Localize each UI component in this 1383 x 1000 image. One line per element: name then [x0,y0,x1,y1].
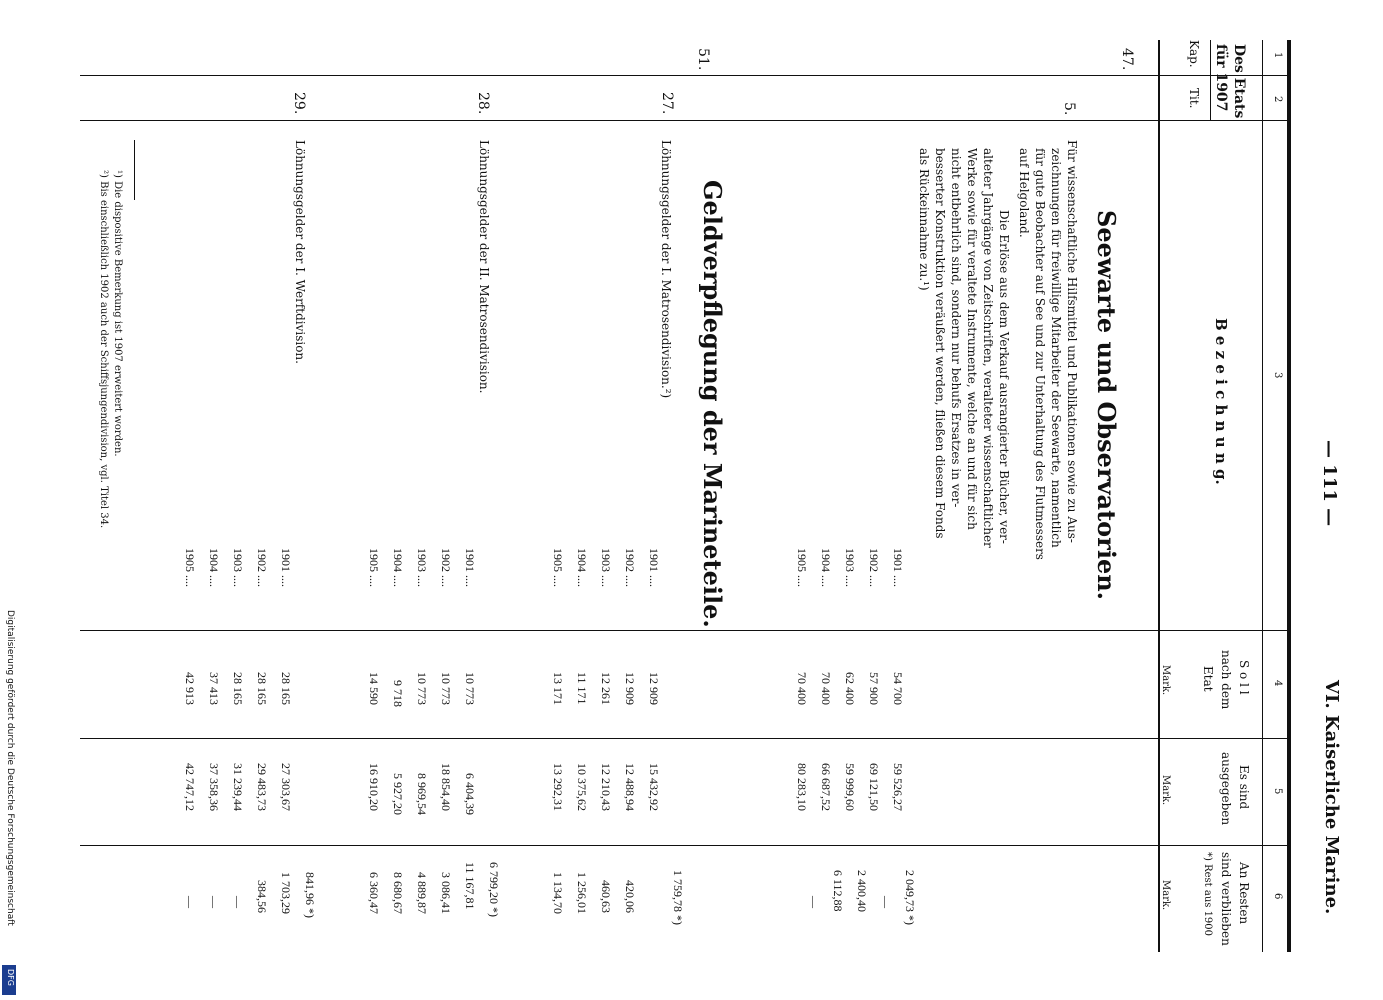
reste-cell: 1 703,29 [279,872,293,914]
reste-cell: 384,56 [255,880,269,913]
kap-47-text-line: alteter Jahrgänge von Zeitschriften, veralteter wissenschaftlicher [981,148,995,548]
etat-head-line2: für 1907 [1213,44,1229,112]
kap-47-text-line: für gute Beobachter auf See und zur Unterhaltung des Flutmessers [1033,148,1047,560]
reste-cell: — [879,896,893,908]
soll-cell: 37 413 [207,672,221,705]
year-cell: 1905 .... [551,548,565,587]
reste-cell: 3 086,41 [439,872,453,914]
column-divider-5 [80,845,1288,846]
year-cell: 1902 .... [439,548,453,587]
soll-cell: 28 165 [279,672,293,705]
section-title: VI. Kaiserliche Marine. [1321,680,1342,915]
etat-head-rule [1210,40,1211,120]
reste-head-unit: Mark. [1160,880,1171,911]
reste-cell: 841,96 *) [303,872,317,918]
colnum-3: 3 [1272,372,1283,379]
soll-head-3: Etat [1201,666,1215,692]
soll-cell: 57 900 [867,672,881,705]
column-divider-3 [80,630,1288,631]
ausgegeben-cell: 37 358,36 [207,763,221,811]
titel-29-label: Löhnungsgelder der I. Werftdivision. [293,140,307,364]
titel-27-label: Löhnungsgelder der I. Matrosendivision.²) [659,140,673,399]
reste-cell: 6 799,20 *) [487,862,501,917]
year-cell: 1904 .... [575,548,589,587]
ausgegeben-head-1: Es sind [1237,765,1251,810]
soll-cell: 14 590 [367,672,381,705]
kap-47-text-line: besserter Konstruktion veräußert werden, fließen diesem Fonds [933,148,947,539]
ausgegeben-cell: 12 210,43 [599,763,613,811]
reste-cell: 11 167,81 [463,862,477,910]
footnote-rule [134,140,135,200]
reste-cell: 4 889,87 [415,872,429,914]
soll-head-2: nach dem [1219,650,1233,710]
year-cell: 1904 .... [391,548,405,587]
year-cell: 1903 .... [843,548,857,587]
ausgegeben-cell: 12 488,94 [623,763,637,811]
kap-47-text-line: als Rückeinnahme zu.¹) [917,148,931,291]
reste-head-3: *) Rest aus 1900 [1202,852,1213,937]
ausgegeben-cell: 27 303,67 [279,763,293,811]
year-cell: 1905 .... [795,548,809,587]
soll-cell: 10 773 [463,672,477,705]
reste-cell: 1 256,01 [575,872,589,914]
soll-cell: 54 700 [891,672,905,705]
ausgegeben-cell: 10 375,62 [575,763,589,811]
column-divider-1 [80,75,1288,76]
soll-head-unit: Mark. [1160,665,1171,696]
year-cell: 1903 .... [231,548,245,587]
reste-head-2: sind verblieben [1219,852,1233,946]
ausgegeben-cell: 29 483,73 [255,763,269,811]
table-top-rule [1287,40,1291,952]
year-cell: 1903 .... [599,548,613,587]
kap-47-text-line: auf Helgoland. [1017,148,1031,238]
soll-cell: 11 171 [575,672,589,705]
year-cell: 1901 .... [891,548,905,587]
ausgegeben-cell: 8 969,54 [415,773,429,815]
reste-cell: — [807,896,821,908]
column-number-rule [1262,40,1263,952]
footnote-2: ²) Bis einschließlich 1902 auch der Schiffsjungendivision, vgl. Titel 34. [98,170,109,529]
soll-cell: 62 400 [843,672,857,705]
reste-cell: — [207,896,221,908]
reste-cell: 1 759,78 *) [671,870,685,925]
page-number: — 111 — [1319,440,1340,527]
dfg-logo-text: DFG [6,969,15,986]
year-cell: 1904 .... [819,548,833,587]
soll-cell: 28 165 [255,672,269,705]
ausgegeben-cell: 5 927,20 [391,773,405,815]
year-cell: 1901 .... [647,548,661,587]
ausgegeben-cell: 6 404,39 [463,773,477,815]
tit-label: Tit. [1187,88,1201,109]
colnum-4: 4 [1272,680,1283,687]
ausgegeben-cell: 31 239,44 [231,763,245,811]
year-cell: 1905 .... [183,548,197,587]
ausgegeben-cell: 69 121,50 [867,763,881,811]
soll-cell: 10 773 [415,672,429,705]
kap-51-title: Geldverpflegung der Marineteile. [698,180,727,628]
soll-cell: 13 171 [551,672,565,705]
kap-47-number: 47. [1119,48,1135,71]
kap-47-text-line: Die Erlöse aus dem Verkauf ausrangierter Bücher, ver- [997,210,1011,544]
dfg-logo [2,965,16,995]
bezeichnung-head: B e z e i c h n u n g. [1212,318,1230,485]
titel-28-number: 28. [475,92,491,115]
soll-cell: 12 261 [599,672,613,705]
reste-cell: 2 400,40 [855,870,869,912]
soll-cell: 42 913 [183,672,197,705]
colnum-6: 6 [1272,893,1283,900]
kap-47-text-line: Für wissenschaftliche Hilfsmittel und Publikationen sowie zu Aus- [1065,140,1079,543]
year-cell: 1903 .... [415,548,429,587]
kap-47-text-line: nicht entbehrlich sind, sondern nur behufs Ersatzes in ver- [949,148,963,508]
titel-27-number: 27. [659,92,675,115]
soll-cell: 12 909 [647,672,661,705]
soll-head-1: S o l l [1237,660,1251,695]
ausgegeben-cell: 13 292,31 [551,763,565,811]
ausgegeben-cell: 59 526,27 [891,763,905,811]
year-cell: 1905 .... [367,548,381,587]
ausgegeben-cell: 66 687,52 [819,763,833,811]
soll-cell: 70 400 [819,672,833,705]
year-cell: 1904 .... [207,548,221,587]
year-cell: 1902 .... [255,548,269,587]
reste-cell: — [231,896,245,908]
titel-28-label: Löhnungsgelder der II. Matrosendivision. [477,140,491,394]
soll-cell: 28 165 [231,672,245,705]
reste-cell: 1 134,70 [551,872,565,914]
reste-head-1: An Resten [1237,862,1251,925]
titel-29-number: 29. [291,92,307,115]
kap-51-number: 51. [695,48,711,71]
ausgegeben-head-unit: Mark. [1160,775,1171,806]
ausgegeben-head-2: ausgegeben [1219,752,1233,826]
column-divider-4 [80,738,1288,739]
kap-label: Kap. [1187,40,1201,68]
year-cell: 1902 .... [623,548,637,587]
reste-cell: 460,63 [599,880,613,913]
ausgegeben-cell: 16 910,20 [367,763,381,811]
colnum-1: 1 [1272,52,1283,59]
reste-cell: — [183,896,197,908]
column-divider-2 [80,120,1288,121]
ausgegeben-cell: 18 854,40 [439,763,453,811]
soll-cell: 10 773 [439,672,453,705]
kap-47-text-line: Werke sowie für veraltete Instrumente, welche an und für sich [965,148,979,530]
soll-cell: 70 400 [795,672,809,705]
ausgegeben-cell: 15 432,92 [647,763,661,811]
ausgegeben-cell: 59 999,60 [843,763,857,811]
year-cell: 1902 .... [867,548,881,587]
year-cell: 1901 .... [279,548,293,587]
digitization-credit: Digitalisierung gefördert durch die Deutsche Forschungsgemeinschaft [5,610,15,926]
reste-cell: 2 049,73 *) [903,870,917,925]
soll-cell: 9 718 [391,680,405,707]
reste-cell: 8 680,67 [391,872,405,914]
etat-head-line1: Des Etats [1231,44,1247,119]
reste-cell: 6 360,47 [367,872,381,914]
footnote-1: ¹) Die dispositive Bemerkung ist 1907 erweitert worden. [112,170,123,457]
soll-cell: 12 909 [623,672,637,705]
ausgegeben-cell: 42 747,12 [183,763,197,811]
colnum-2: 2 [1272,96,1283,103]
ausgegeben-cell: 80 283,10 [795,763,809,811]
kap-47-titel-number: 5. [1061,102,1077,116]
colnum-5: 5 [1272,788,1283,795]
header-bottom-rule [1158,40,1160,952]
reste-cell: 6 112,88 [831,870,845,912]
kap-47-title: Seewarte und Observatorien. [1092,210,1121,601]
year-cell: 1901 .... [463,548,477,587]
reste-cell: 420,06 [623,880,637,913]
kap-47-text-line: zeichnungen für freiwillige Mitarbeiter der Seewarte, namentlich [1049,148,1063,548]
